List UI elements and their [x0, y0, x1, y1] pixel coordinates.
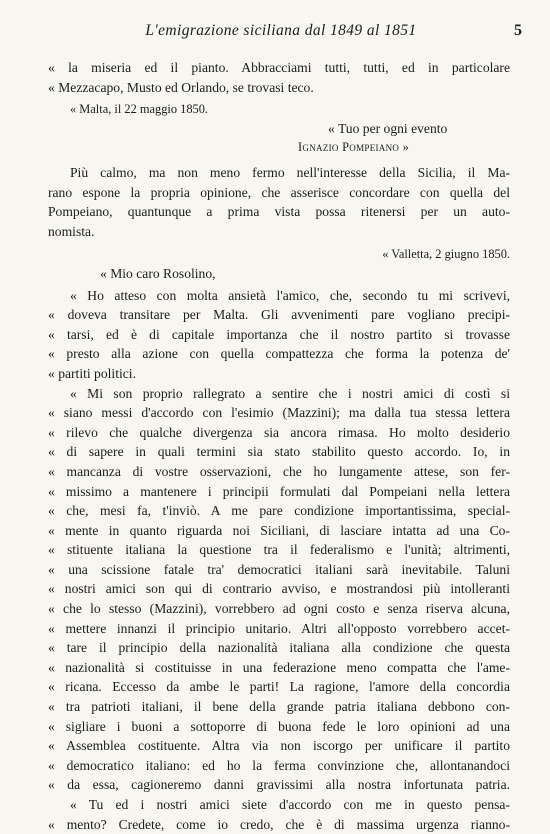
text-line: « che, mesi fa, t'inviò. A me pare condizione importantissima, special-	[48, 503, 510, 519]
text-line: « sigliare i buoni a sottoporre di buona fede le loro opinioni ad una	[48, 718, 510, 734]
text-line: « ricana. Eccesso da ambe le parti! La ragione, l'amore della concordia	[48, 679, 510, 695]
text-line: « Tu ed i nostri amici siete d'accordo con me in questo pensa-	[70, 797, 510, 812]
text-line: « Mezzacapo, Musto ed Orlando, se trovasi teco.	[48, 79, 314, 95]
text-line: « siano messi d'accordo con l'esimio (Mazzini); ma dalla tua stessa lettera	[48, 405, 510, 421]
text-line: « partiti politici.	[48, 365, 136, 381]
text-line: « mancanza di vostre osservazioni, che ho lungamente attese, son fer-	[48, 463, 510, 479]
letter-paragraph-3	[48, 795, 510, 834]
text-line: « una scissione fatale tra' democratici italiani sarà inevitabile. Taluni	[48, 561, 510, 577]
text-line: « presto alla azione con quella compattezza che forma la potenza de'	[48, 346, 510, 362]
text-line: « democratico italiano: ed ho la ferma convinzione che, allontanandoci	[48, 757, 510, 773]
text-line: « da essa, cagioneremo danni gravissimi alla nostra infortunata patria.	[48, 777, 510, 793]
text-line: Pompeiano, quantunque a prima vista possa ritenersi per un auto-	[48, 204, 510, 220]
text-line: « mento? Credete, come io credo, che è di massima urgenza rianno-	[48, 816, 510, 832]
text-line: « nazionalità si costituisse in una federazione meno compatta che l'ame-	[48, 659, 510, 675]
text-line: « stituente italiana la questione tra il federalismo e l'unità; altrimenti,	[48, 542, 510, 558]
text-line: « mente in quanto riguarda noi Siciliani, di lasciare intatta ad una Co-	[48, 522, 510, 538]
text-line: « Assemblea costituente. Altra via non iscorgo per unificare il partito	[48, 738, 510, 754]
text-line: « nostri amici son qui di contrario avviso, e mostrandosi più intolleranti	[48, 581, 510, 597]
letter-paragraph-2	[48, 384, 510, 795]
text-line: « che lo stesso (Mazzini), vorrebbero ad ogni costo e senza riserva alcuna,	[48, 601, 510, 617]
text-line: « la miseria ed il pianto. Abbracciami tutti, tutti, ed in particolare	[48, 60, 510, 75]
letter-closing-block	[48, 58, 510, 97]
letter-signature: Ignazio Pompeiano »	[298, 140, 410, 155]
letter-paragraph-1	[48, 286, 510, 384]
dateline-valletta: « Valletta, 2 giugno 1850.	[382, 246, 510, 261]
letter-salutation: « Mio caro Rosolino,	[100, 265, 216, 281]
text-line: rano espone la propria opinione, che asserisce concordare con quella del	[48, 184, 510, 200]
text-line: « tare il principio della nazionalità italiana alla condizione che questa	[48, 640, 510, 656]
text-line: « missimo a mantenere i principii formulati dal Pompeiani nella lettera	[48, 483, 510, 499]
text-line: nomista.	[48, 223, 95, 239]
narrative-paragraph	[48, 163, 510, 241]
dateline-malta: « Malta, il 22 maggio 1850.	[70, 102, 209, 117]
page-number: 5	[514, 22, 522, 39]
text-line: « Ho atteso con molta ansietà l'amico, che, secondo tu mi scrivevi,	[70, 287, 510, 303]
running-title: L'emigrazione siciliana dal 1849 al 1851	[145, 22, 417, 39]
text-line: « rilevo che qualche divergenza sia ancora rimasa. Ho molto desiderio	[48, 424, 510, 440]
text-line: « tra patrioti italiani, il bene della grande patria italiana debbono con-	[48, 699, 510, 715]
text-line: « di sapere in quali termini sia stato stabilito questo accordo. Io, in	[48, 444, 510, 460]
text-line: Più calmo, ma non meno fermo nell'interesse della Sicilia, il Ma-	[70, 165, 510, 181]
text-line: « tarsi, ed è di capitale importanza che il nostro partito si trovasse	[48, 326, 510, 342]
text-line: « mettere innanzi il principio unitario. Altri all'opposto vorrebbero accet-	[48, 620, 510, 636]
page-header	[48, 22, 522, 44]
letter-signoff: « Tuo per ogni evento	[328, 121, 448, 137]
text-line: « Mi son proprio rallegrato a sentire che i nostri amici di costì si	[70, 385, 510, 401]
text-line: « doveva transitare per Malta. Gli avvenimenti pare vogliano precipi-	[48, 307, 510, 323]
